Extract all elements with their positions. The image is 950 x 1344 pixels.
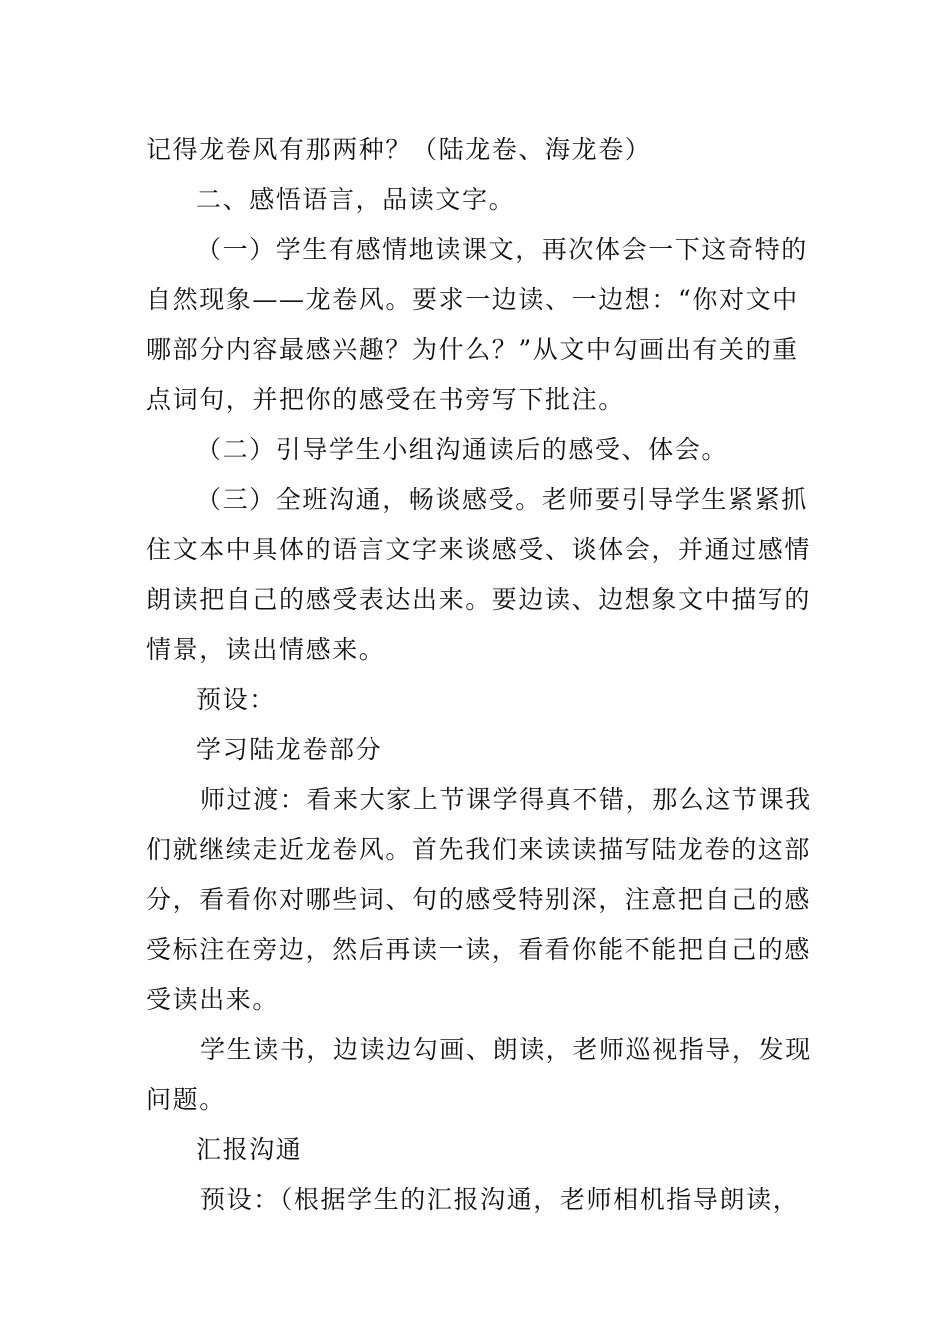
text-line: 学生读书，边读边勾画、朗读，老师巡视指导，发现: [200, 1035, 812, 1064]
text-line: 受读出来。: [146, 985, 280, 1014]
text-line: 情景，读出情感来。: [146, 635, 386, 664]
text-line: 师过渡：看来大家上节课学得真不错，那么这节课我: [200, 785, 812, 814]
text-line: （一）学生有感情地读课文，再次体会一下这奇特的: [196, 235, 808, 264]
subheading: 学习陆龙卷部分: [196, 735, 383, 764]
text-line: 点词句，并把你的感受在书旁写下批注。: [146, 385, 625, 414]
subheading: 汇报沟通: [196, 1135, 303, 1164]
text-line: （二）引导学生小组沟通读后的感受、体会。: [196, 435, 729, 464]
text-line: 住文本中具体的语言文字来谈感受、谈体会，并通过感情: [146, 535, 812, 564]
text-line: 分，看看你对哪些词、句的感受特别深，注意把自己的感: [146, 885, 812, 914]
text-line: 问题。: [146, 1085, 226, 1114]
text-line: （三）全班沟通，畅谈感受。老师要引导学生紧紧抓: [196, 485, 808, 514]
section-heading: 二、感悟语言，品读文字。: [196, 185, 516, 214]
text-line: 们就继续走近龙卷风。首先我们来读读描写陆龙卷的这部: [146, 835, 812, 864]
text-line: 记得龙卷风有那两种？（陆龙卷、海龙卷）: [146, 135, 652, 164]
text-line: 朗读把自己的感受表达出来。要边读、边想象文中描写的: [146, 585, 812, 614]
text-line: 受标注在旁边，然后再读一读，看看你能不能把自己的感: [146, 935, 812, 964]
text-line: 预设：: [196, 685, 276, 714]
text-line: 预设：（根据学生的汇报沟通，老师相机指导朗读，: [200, 1185, 800, 1214]
text-line: 哪部分内容最感兴趣？为什么？”从文中勾画出有关的重: [146, 335, 799, 364]
text-line: 自然现象——龙卷风。要求一边读、一边想：“你对文中: [146, 285, 799, 314]
